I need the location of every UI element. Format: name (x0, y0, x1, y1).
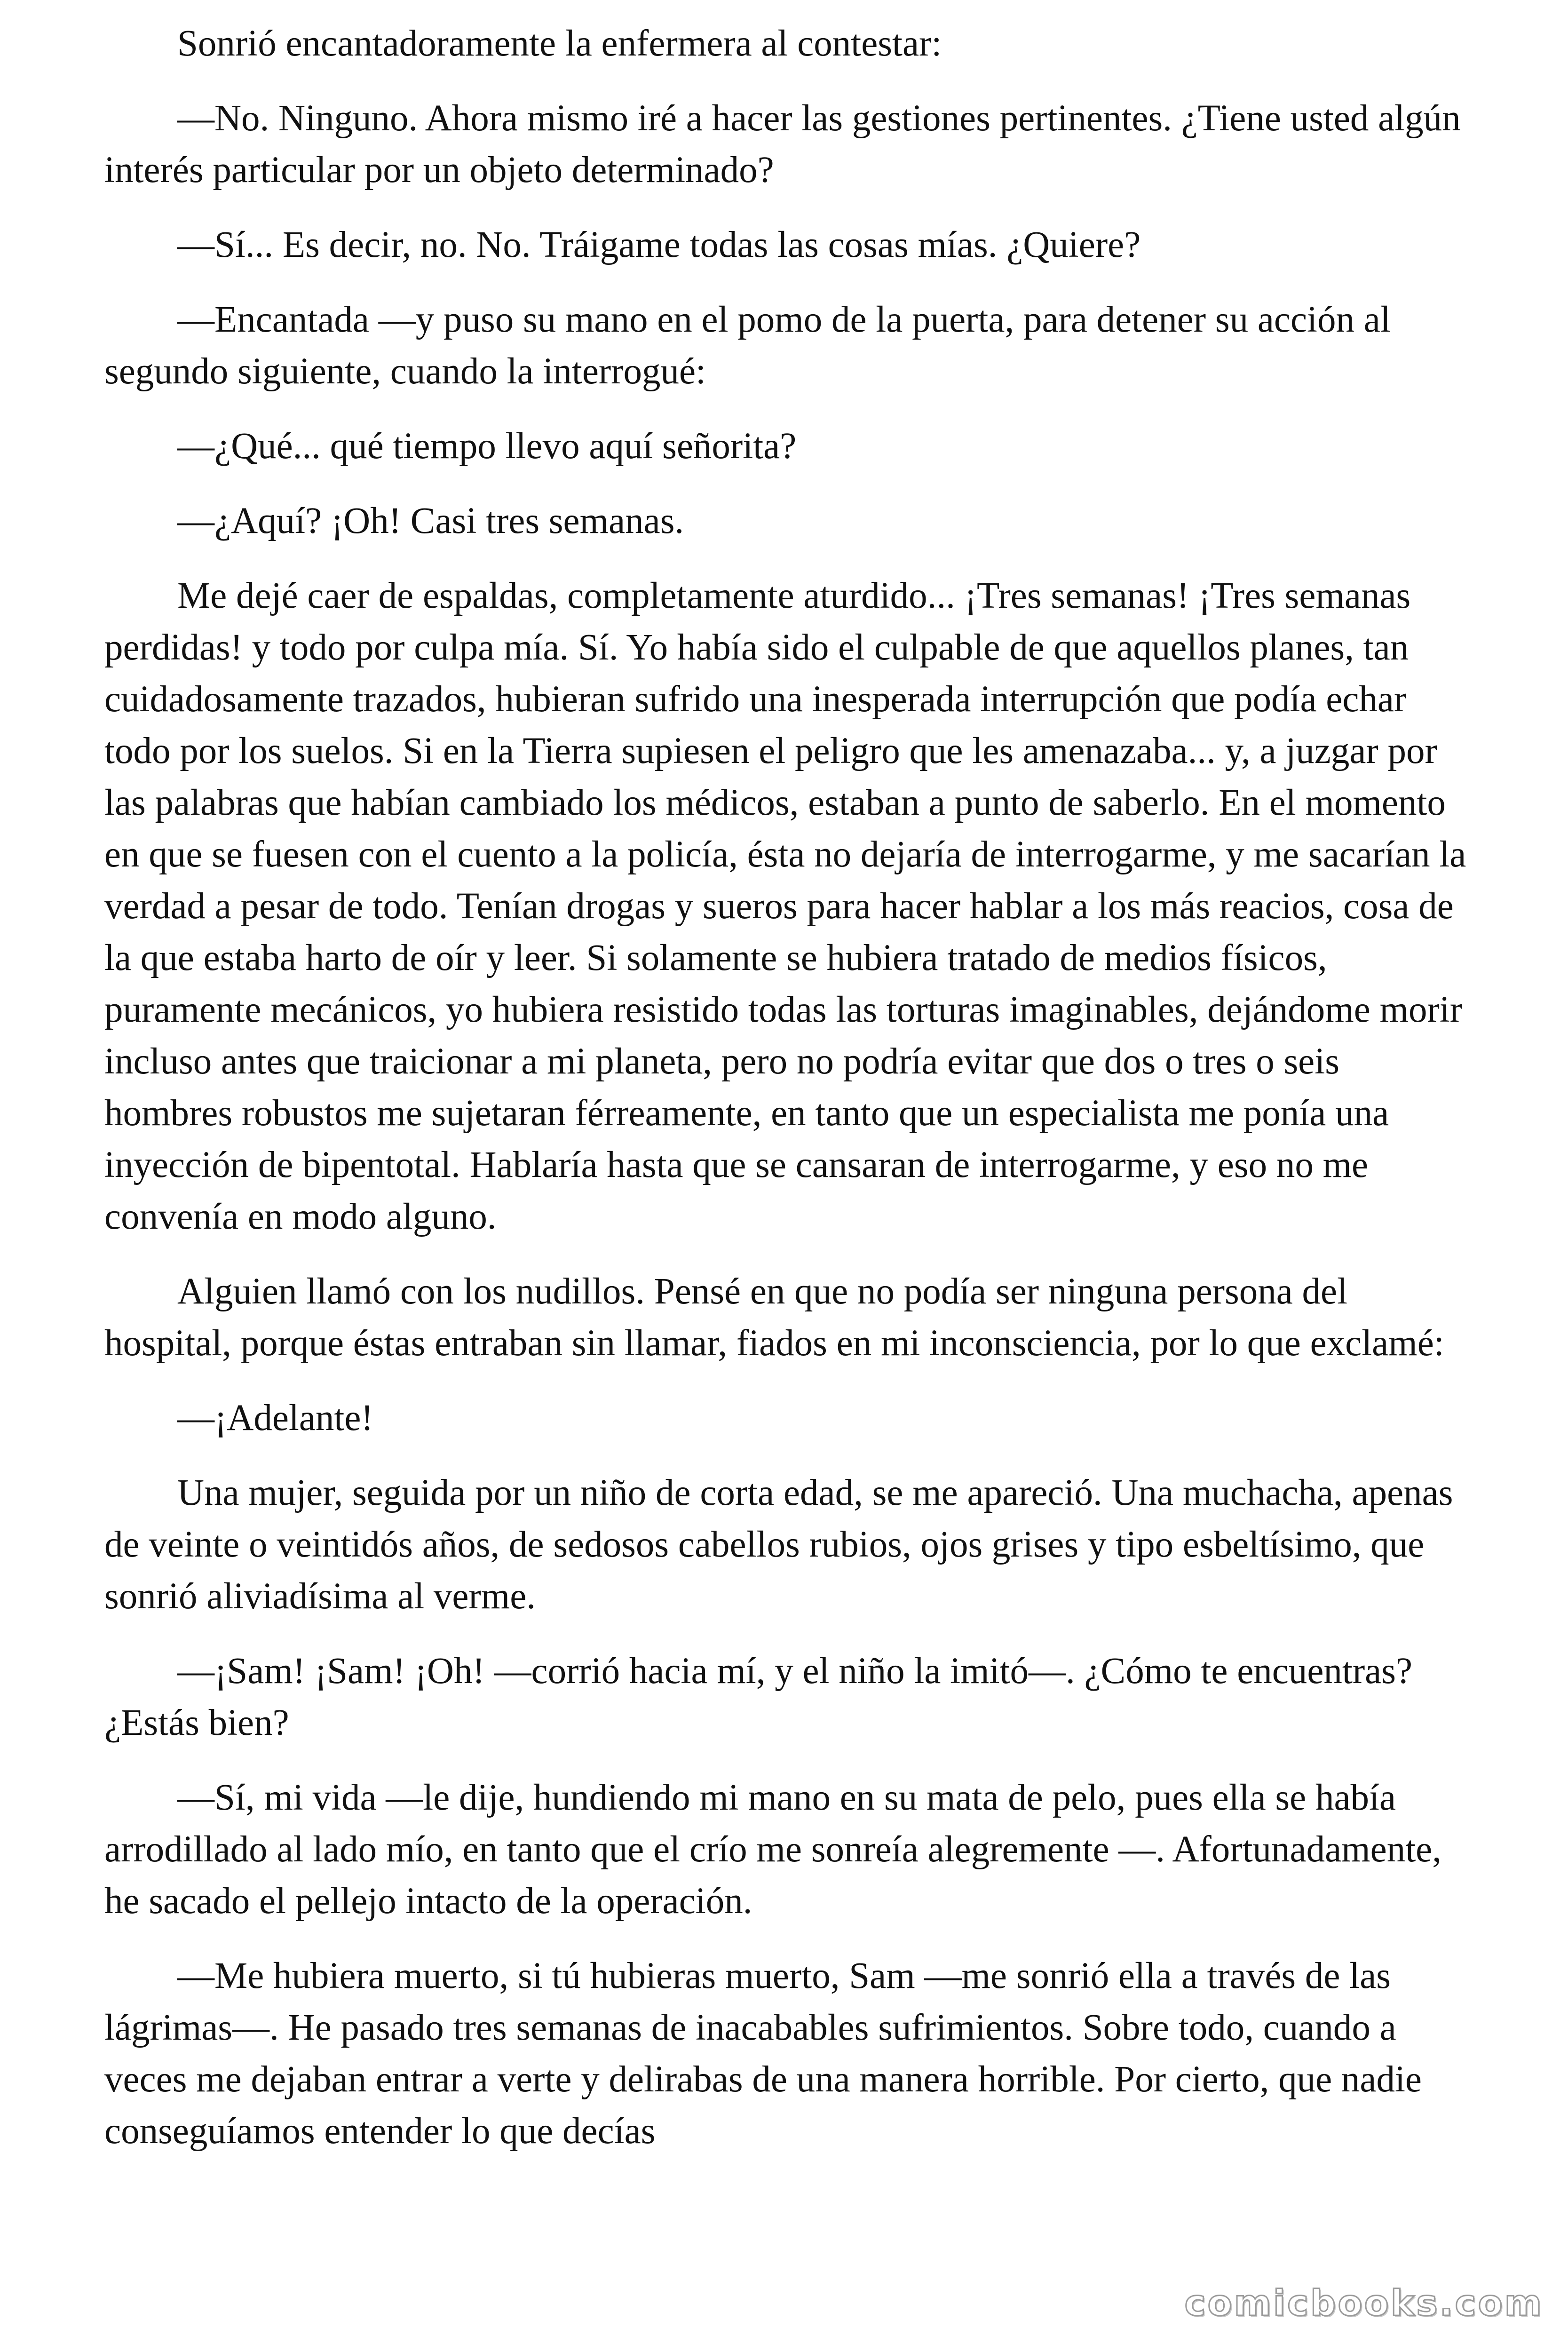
paragraph: Alguien llamó con los nudillos. Pensé en que no podía ser ninguna persona del hospital, porque éstas entraban sin llamar, fiados en mi inconsciencia, por lo que exclamé: (104, 1271, 1444, 1364)
paragraph: Una mujer, seguida por un niño de corta edad, se me apareció. Una muchacha, apenas de veinte o veintidós años, de sedosos cabellos rubios, ojos grises y tipo esbeltísimo, que sonrió aliviadísima al verme. (104, 1472, 1453, 1617)
paragraph: —¿Qué... qué tiempo llevo aquí señorita? (177, 426, 797, 467)
paragraph: —¡Sam! ¡Sam! ¡Oh! —corrió hacia mí, y el niño la imitó—. ¿Cómo te encuentras? ¿Estás bien? (104, 1651, 1413, 1743)
paragraph: —Encantada —y puso su mano en el pomo de la puerta, para detener su acción al segundo siguiente, cuando la interrogué: (104, 299, 1391, 392)
document-page (104, 18, 1473, 2180)
paragraph: —¡Adelante! (177, 1398, 373, 1438)
paragraph: —Sí, mi vida —le dije, hundiendo mi mano en su mata de pelo, pues ella se había arrodillado al lado mío, en tanto que el crío me sonreía alegremente —. Afortunadamente, he sacado el pellejo intacto de la operación. (104, 1777, 1441, 1922)
paragraph: —Me hubiera muerto, si tú hubieras muerto, Sam —me sonrió ella a través de las lágrimas—. He pasado tres semanas de inacabables sufrimientos. Sobre todo, cuando a veces me dejaban entrar a verte y delirabas de una manera horrible. Por cierto, que nadie conseguíamos entender lo que decías (104, 1955, 1422, 2152)
paragraph: —No. Ninguno. Ahora mismo iré a hacer las gestiones pertinentes. ¿Tiene usted algún interés particular por un objeto determinado? (104, 98, 1461, 191)
paragraph: Me dejé caer de espaldas, completamente aturdido... ¡Tres semanas! ¡Tres semanas perdidas! y todo por culpa mía. Sí. Yo había sido el culpable de que aquellos planes, tan cuidadosamente trazados, hubieran sufrido una inesperada interrupción que podía echar todo por los suelos. Si en la Tierra supiesen el peligro que les amenazaba... y, a juzgar por las palabras que habían cambiado los médicos, estaban a punto de saberlo. En el momento en que se fuesen con el cuento a la policía, ésta no dejaría de interrogarme, y me sacarían la verdad a pesar de todo. Tenían drogas y sueros para hacer hablar a los más reacios, cosa de la que estaba harto de oír y leer. Si solamente se hubiera tratado de medios físicos, puramente mecánicos, yo hubiera resistido todas las torturas imaginables, dejándome morir incluso antes que traicionar a mi planeta, pero no podría evitar que dos o tres o seis hombres robustos me sujetaran férreamente, en tanto que un especialista me ponía una inyección de bipentotal. Hablaría hasta que se cansaran de interrogarme, y eso no me convenía en modo alguno. (104, 575, 1466, 1237)
site-watermark: comicbooks.com (1184, 2282, 1544, 2324)
paragraph: —¿Aquí? ¡Oh! Casi tres semanas. (177, 501, 684, 541)
paragraph: Sonrió encantadoramente la enfermera al contestar: (177, 23, 942, 64)
paragraph: —Sí... Es decir, no. No. Tráigame todas las cosas mías. ¿Quiere? (177, 224, 1141, 265)
